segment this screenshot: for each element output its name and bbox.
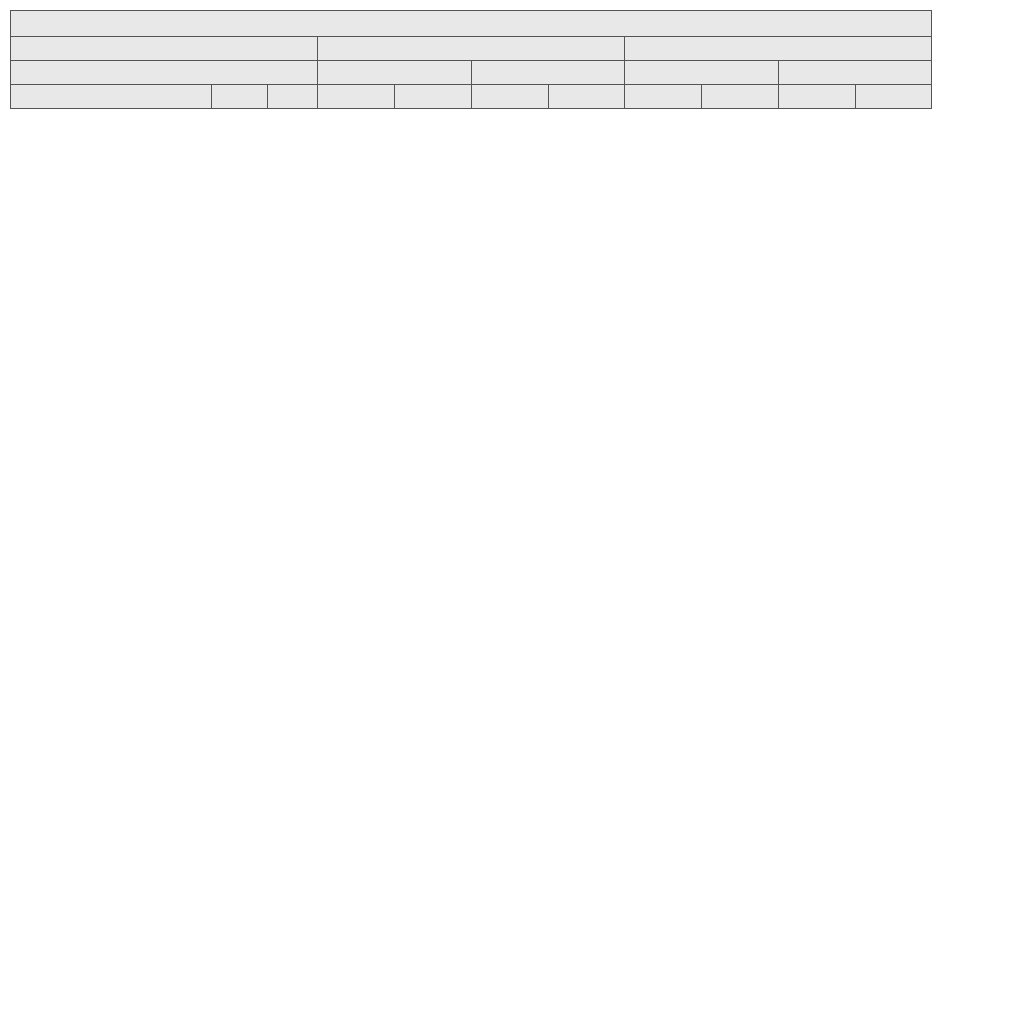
- subgroup-avg-high-mode: [472, 61, 625, 85]
- subgroup-avg-low-mode: [318, 61, 472, 85]
- col-header-oblique1: [472, 85, 549, 109]
- col-header-oblique1: [625, 85, 702, 109]
- col-header-oblique2: [856, 85, 932, 109]
- col-header-freq: [268, 85, 318, 109]
- group-header-standard-deviation: [625, 37, 932, 61]
- col-header-id: [212, 85, 268, 109]
- col-header-oblique2: [395, 85, 472, 109]
- comparison-statistics-table: [10, 10, 932, 109]
- table-title: [11, 11, 932, 37]
- col-header-city-state: [11, 85, 212, 109]
- col-header-oblique2: [549, 85, 625, 109]
- col-header-oblique1: [779, 85, 856, 109]
- subgroup-std-low-mode: [625, 61, 779, 85]
- col-header-oblique2: [702, 85, 779, 109]
- group-header-average: [318, 37, 625, 61]
- subgroup-std-high-mode: [779, 61, 932, 85]
- date-range-cell: [11, 37, 318, 61]
- colorbar: [952, 40, 969, 567]
- site-info-header: [11, 61, 318, 85]
- col-header-oblique1: [318, 85, 395, 109]
